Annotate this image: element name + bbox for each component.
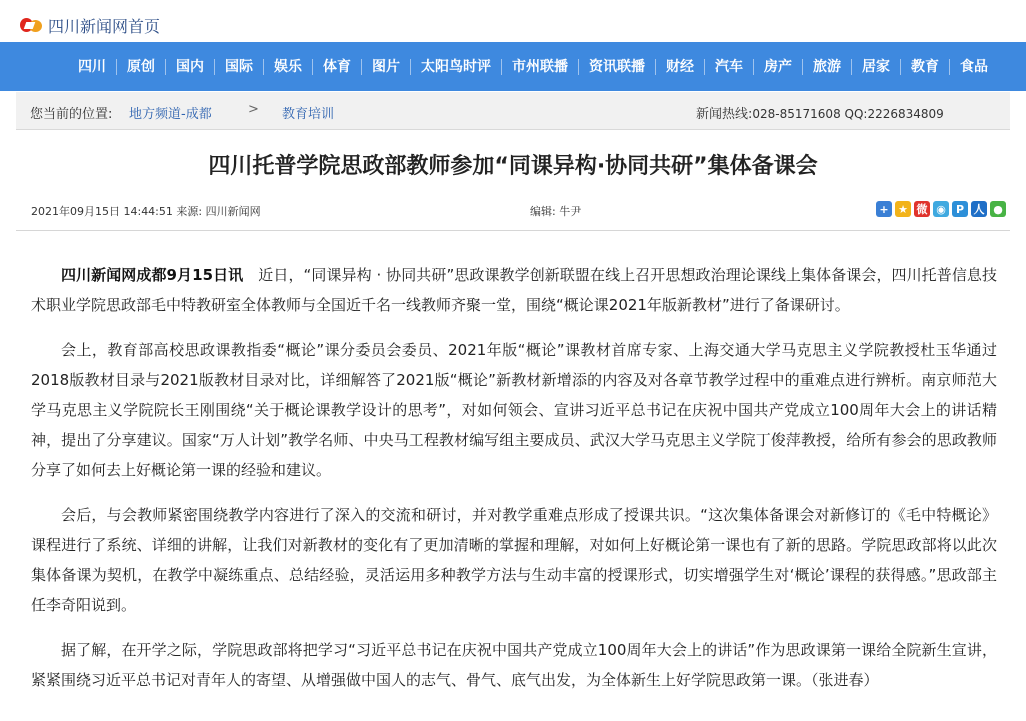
article-lead: 四川新闻网成都9月15日讯 <box>61 266 244 284</box>
main-nav <box>0 42 1026 91</box>
breadcrumb-link-chengdu[interactable]: 地方频道-成都 <box>129 107 212 122</box>
share-more-icon[interactable]: + <box>876 201 892 217</box>
article-paragraph-1-text: 近日，“同课异构 · 协同共研”思政课教学创新联盟在线上召开思想政治理论课线上集体备课会，四川托普信息技术职业学院思政部毛中特教研室全体教师与全国近千名一线教师齐聚一堂，围绕“概论课2021年版新教材”进行了备课研讨。 <box>31 266 997 314</box>
nav-item[interactable]: 教育 <box>900 59 949 75</box>
article-title: 四川托普学院思政部教师参加“同课异构·协同共研”集体备课会 <box>208 154 818 179</box>
article-editor: 编辑: 牛尹 <box>530 205 582 218</box>
breadcrumb-link-education[interactable]: 教育培训 <box>282 107 335 122</box>
nav-item[interactable]: 太阳鸟时评 <box>410 59 501 75</box>
article-meta: 2021年09月15日 14:44:51 来源: 四川新闻网 <box>31 205 261 218</box>
hotline-value: 028-85171608 QQ:2226834809 <box>752 107 944 121</box>
nav-item[interactable]: 图片 <box>361 59 410 75</box>
qq-icon[interactable]: P <box>952 201 968 217</box>
breadcrumb-separator: > <box>248 102 259 117</box>
news-hotline <box>696 103 944 122</box>
breadcrumb-bar <box>16 92 1010 130</box>
weibo-icon[interactable]: 微 <box>914 201 930 217</box>
nav-item[interactable]: 房产 <box>753 59 802 75</box>
tencent-weibo-icon[interactable]: ◉ <box>933 201 949 217</box>
nav-item[interactable]: 财经 <box>655 59 704 75</box>
nav-item[interactable]: 市州联播 <box>501 59 578 75</box>
nav-item[interactable]: 资讯联播 <box>578 59 655 75</box>
nav-item[interactable]: 食品 <box>949 59 998 75</box>
wechat-icon[interactable]: ● <box>990 201 1006 217</box>
article-paragraph-4: 据了解，在开学之际，学院思政部将把学习“习近平总书记在庆祝中国共产党成立100周年大会上的讲话”作为思政课第一课给全院新生宣讲，紧紧围绕习近平总书记对青年人的寄望、从增强做中国人的志气、骨气、底气出发，为全体新生上好学院思政第一课。（张进春） <box>31 641 997 689</box>
article-paragraph-2: 会上，教育部高校思政课教指委“概论”课分委员会委员、2021年版“概论”课教材首席专家、上海交通大学马克思主义学院教授杜玉华通过2018版教材目录与2021版教材目录对比，详细解答了2021版“概论”新教材新增添的内容及对各章节教学过程中的重难点进行辨析。南京师范大学马克思主义学院院长王刚围绕“关于概论课教学设计的思考”，对如何领会、宣讲习近平总书记在庆祝中国共产党成立100周年大会上的讲话精神，提出了分享建议。国家“万人计划”教学名师、中央马工程教材编写组主要成员、武汉大学马克思主义学院丁俊萍教授，给所有参会的思政教师分享了如何去上好概论第一课的经验和建议。 <box>31 341 997 479</box>
nav-item[interactable]: 体育 <box>312 59 361 75</box>
share-toolbar <box>876 201 1006 217</box>
renren-icon[interactable]: 人 <box>971 201 987 217</box>
site-logo[interactable] <box>20 14 160 36</box>
logo-home-link[interactable]: 四川新闻网首页 <box>48 16 161 36</box>
nav-item[interactable]: 四川 <box>78 58 106 75</box>
article-body <box>31 260 997 710</box>
title-divider <box>16 230 1010 231</box>
nav-item[interactable]: 娱乐 <box>263 59 312 75</box>
nav-item[interactable]: 原创 <box>116 59 165 75</box>
nav-item[interactable]: 国内 <box>165 59 214 75</box>
hotline-label: 新闻热线: <box>696 107 753 122</box>
article-paragraph-3: 会后，与会教师紧密围绕教学内容进行了深入的交流和研讨，并对教学重难点形成了授课共识。“这次集体备课会对新修订的《毛中特概论》课程进行了系统、详细的讲解，让我们对新教材的变化有了更加清晰的掌握和理解，对如何上好概论第一课也有了新的思路。学院思政部将以此次集体备课为契机，在教学中凝练重点、总结经验，灵活运用多种教学方法与生动丰富的授课形式，切实增强学生对‘概论’课程的获得感。”思政部主任李奇阳说到。 <box>31 506 997 614</box>
breadcrumb-label: 您当前的位置: <box>30 107 113 122</box>
article-paragraph-1 <box>31 260 997 320</box>
nav-item[interactable]: 旅游 <box>802 59 851 75</box>
nav-item[interactable]: 居家 <box>851 59 900 75</box>
nav-item[interactable]: 国际 <box>214 59 263 75</box>
qzone-icon[interactable]: ★ <box>895 201 911 217</box>
logo-icon <box>20 17 46 33</box>
nav-item[interactable]: 汽车 <box>704 59 753 75</box>
top-header <box>0 0 1026 42</box>
